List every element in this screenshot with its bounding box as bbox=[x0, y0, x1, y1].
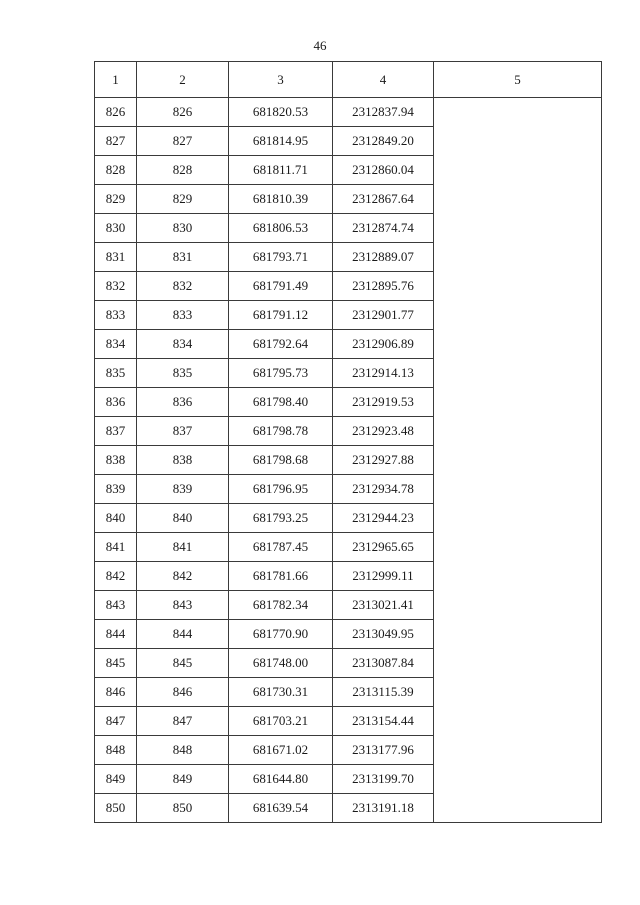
table-cell: 681793.25 bbox=[229, 504, 333, 533]
table-cell: 850 bbox=[95, 794, 137, 823]
table-cell: 840 bbox=[137, 504, 229, 533]
table-cell: 2312919.53 bbox=[333, 388, 434, 417]
table-cell: 843 bbox=[137, 591, 229, 620]
table-cell: 849 bbox=[95, 765, 137, 794]
table-cell: 847 bbox=[95, 707, 137, 736]
table-cell: 681798.40 bbox=[229, 388, 333, 417]
table-cell: 845 bbox=[95, 649, 137, 678]
table-header-row bbox=[95, 62, 602, 98]
table-cell: 833 bbox=[137, 301, 229, 330]
table-cell: 681791.49 bbox=[229, 272, 333, 301]
table-cell: 2312874.74 bbox=[333, 214, 434, 243]
table-cell: 681787.45 bbox=[229, 533, 333, 562]
column-5-empty-cell bbox=[434, 98, 602, 823]
table-cell: 2312860.04 bbox=[333, 156, 434, 185]
table-cell: 2312849.20 bbox=[333, 127, 434, 156]
column-header: 2 bbox=[137, 62, 229, 98]
table-cell: 2312934.78 bbox=[333, 475, 434, 504]
table-cell: 2312923.48 bbox=[333, 417, 434, 446]
table-cell: 681781.66 bbox=[229, 562, 333, 591]
table-cell: 681671.02 bbox=[229, 736, 333, 765]
table-cell: 835 bbox=[137, 359, 229, 388]
column-header: 1 bbox=[95, 62, 137, 98]
table-cell: 829 bbox=[137, 185, 229, 214]
table-cell: 841 bbox=[95, 533, 137, 562]
table-cell: 831 bbox=[137, 243, 229, 272]
table-cell: 836 bbox=[137, 388, 229, 417]
table-cell: 2313177.96 bbox=[333, 736, 434, 765]
table-cell: 835 bbox=[95, 359, 137, 388]
table-cell: 826 bbox=[95, 98, 137, 127]
table-cell: 2312837.94 bbox=[333, 98, 434, 127]
table-cell: 681811.71 bbox=[229, 156, 333, 185]
table-cell: 839 bbox=[95, 475, 137, 504]
table-cell: 681644.80 bbox=[229, 765, 333, 794]
table-cell: 681782.34 bbox=[229, 591, 333, 620]
table-cell: 2313087.84 bbox=[333, 649, 434, 678]
table-cell: 848 bbox=[95, 736, 137, 765]
table-cell: 846 bbox=[95, 678, 137, 707]
table-cell: 681703.21 bbox=[229, 707, 333, 736]
column-header: 5 bbox=[434, 62, 602, 98]
table-cell: 834 bbox=[137, 330, 229, 359]
table-cell: 842 bbox=[95, 562, 137, 591]
table-cell: 827 bbox=[137, 127, 229, 156]
table-cell: 2312965.65 bbox=[333, 533, 434, 562]
table-cell: 681820.53 bbox=[229, 98, 333, 127]
table-cell: 681814.95 bbox=[229, 127, 333, 156]
table-cell: 681806.53 bbox=[229, 214, 333, 243]
table-cell: 834 bbox=[95, 330, 137, 359]
table-cell: 681798.68 bbox=[229, 446, 333, 475]
table-cell: 840 bbox=[95, 504, 137, 533]
table-cell: 830 bbox=[95, 214, 137, 243]
table-cell: 2312906.89 bbox=[333, 330, 434, 359]
table-cell: 832 bbox=[95, 272, 137, 301]
table-cell: 839 bbox=[137, 475, 229, 504]
table-cell: 2313199.70 bbox=[333, 765, 434, 794]
table-cell: 2313115.39 bbox=[333, 678, 434, 707]
table-cell: 844 bbox=[137, 620, 229, 649]
table-cell: 681730.31 bbox=[229, 678, 333, 707]
table-cell: 681770.90 bbox=[229, 620, 333, 649]
table-cell: 830 bbox=[137, 214, 229, 243]
table-body bbox=[95, 98, 602, 823]
table-cell: 2312944.23 bbox=[333, 504, 434, 533]
table-cell: 2312901.77 bbox=[333, 301, 434, 330]
table-cell: 849 bbox=[137, 765, 229, 794]
table-cell: 2313191.18 bbox=[333, 794, 434, 823]
table-cell: 681792.64 bbox=[229, 330, 333, 359]
table-cell: 833 bbox=[95, 301, 137, 330]
table-cell: 2312999.11 bbox=[333, 562, 434, 591]
table-cell: 2312867.64 bbox=[333, 185, 434, 214]
table-cell: 841 bbox=[137, 533, 229, 562]
table-cell: 837 bbox=[137, 417, 229, 446]
table-cell: 681798.78 bbox=[229, 417, 333, 446]
table-cell: 2313021.41 bbox=[333, 591, 434, 620]
table-cell: 681639.54 bbox=[229, 794, 333, 823]
table-cell: 681791.12 bbox=[229, 301, 333, 330]
table-cell: 846 bbox=[137, 678, 229, 707]
table-cell: 681795.73 bbox=[229, 359, 333, 388]
table-cell: 2312895.76 bbox=[333, 272, 434, 301]
table-row bbox=[95, 98, 602, 127]
table-cell: 838 bbox=[137, 446, 229, 475]
table-cell: 843 bbox=[95, 591, 137, 620]
table-cell: 829 bbox=[95, 185, 137, 214]
table-cell: 681793.71 bbox=[229, 243, 333, 272]
table-cell: 845 bbox=[137, 649, 229, 678]
table-cell: 2313154.44 bbox=[333, 707, 434, 736]
page-number: 46 bbox=[313, 38, 327, 53]
table-cell: 681810.39 bbox=[229, 185, 333, 214]
table-cell: 848 bbox=[137, 736, 229, 765]
table-cell: 828 bbox=[95, 156, 137, 185]
table-cell: 826 bbox=[137, 98, 229, 127]
table-cell: 836 bbox=[95, 388, 137, 417]
column-header: 4 bbox=[333, 62, 434, 98]
coordinates-table bbox=[94, 61, 602, 823]
table-cell: 827 bbox=[95, 127, 137, 156]
table-cell: 844 bbox=[95, 620, 137, 649]
table-cell: 2312927.88 bbox=[333, 446, 434, 475]
table-cell: 681796.95 bbox=[229, 475, 333, 504]
table-cell: 2313049.95 bbox=[333, 620, 434, 649]
table-cell: 2312914.13 bbox=[333, 359, 434, 388]
table-cell: 681748.00 bbox=[229, 649, 333, 678]
table-cell: 850 bbox=[137, 794, 229, 823]
table-cell: 832 bbox=[137, 272, 229, 301]
table-cell: 837 bbox=[95, 417, 137, 446]
table-cell: 828 bbox=[137, 156, 229, 185]
table-cell: 838 bbox=[95, 446, 137, 475]
table-cell: 2312889.07 bbox=[333, 243, 434, 272]
column-header: 3 bbox=[229, 62, 333, 98]
table-cell: 842 bbox=[137, 562, 229, 591]
table-cell: 831 bbox=[95, 243, 137, 272]
table-cell: 847 bbox=[137, 707, 229, 736]
